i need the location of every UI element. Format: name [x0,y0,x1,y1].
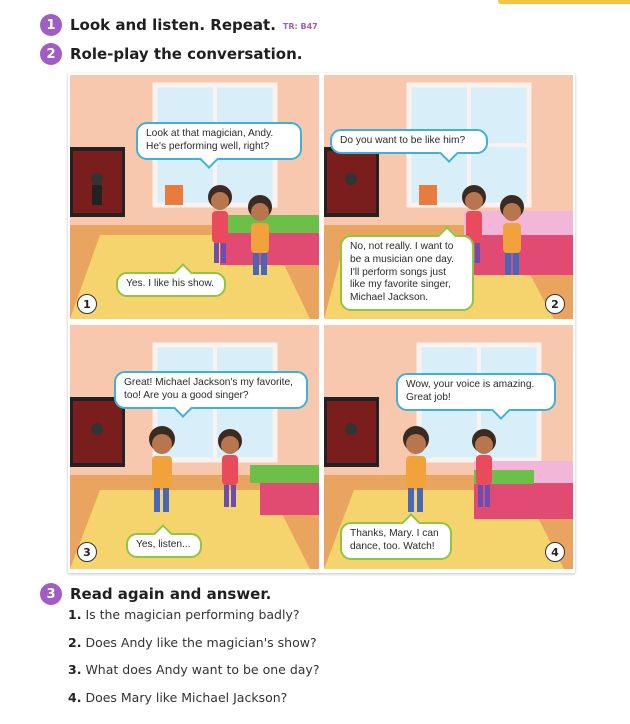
bubble-line: I'll perform songs just [350,266,446,278]
comic-panel-3 [70,325,319,569]
speech-bubble-panel-1-bottom [116,272,226,297]
speech-bubble-panel-2-bottom [340,235,474,311]
activity-1-heading [40,14,318,36]
activity-3-title: Read again and answer. [70,585,272,603]
bubble-line: Great! Michael Jackson's my favorite, [124,377,293,388]
question-number: 1. [68,607,82,622]
panel-number-2: 2 [545,294,565,314]
question-item [68,662,468,677]
activity-3-number: 3 [40,583,62,605]
audio-track-label[interactable]: TR: B47 [282,21,318,31]
bubble-line: too! Are you a good singer? [124,389,249,401]
bubble-line: like my favorite singer, [350,279,451,291]
bubble-line: Do you want to be like him? [340,135,466,146]
panel-number-4: 4 [545,542,565,562]
question-number: 3. [68,662,82,677]
bubble-line: Michael Jackson. [350,292,429,303]
question-item [68,690,468,705]
question-text: Does Andy like the magician's show? [85,635,317,650]
activity-1-number: 1 [40,14,62,36]
question-number: 4. [68,690,82,705]
question-item [68,607,468,622]
question-text: Does Mary like Michael Jackson? [85,690,288,705]
question-item [68,635,468,650]
comic-panel-2 [324,75,573,319]
activity-2-title: Role-play the conversation. [70,45,303,63]
activity-3-heading [40,583,271,605]
activity-2-number: 2 [40,43,62,65]
panel-number-1: 1 [77,294,97,314]
bubble-line: Wow, your voice is amazing. [406,379,535,390]
panel-number-3: 3 [77,542,97,562]
speech-bubble-panel-1-top [136,122,302,160]
bubble-line: be a musician one day. [350,253,455,265]
activity-1-title: Look and listen. Repeat. [70,16,276,34]
bubble-line: No, not really. I want to [350,241,454,252]
question-text: What does Andy want to be one day? [85,662,320,677]
top-accent-bar [498,0,630,4]
speech-bubble-panel-4-bottom [340,522,452,560]
bubble-line: Yes. I like his show. [126,278,214,289]
bubble-line: dance, too. Watch! [350,540,435,552]
question-number: 2. [68,635,82,650]
speech-bubble-panel-3-bottom [126,533,202,558]
bubble-line: Look at that magician, Andy. [146,128,274,139]
speech-bubble-panel-2-top [330,129,488,154]
bubble-line: He's performing well, right? [146,140,270,152]
living-room-scene [70,325,319,569]
comic-strip [68,73,575,573]
comic-panel-1 [70,75,319,319]
bubble-line: Great job! [406,391,451,403]
bubble-line: Thanks, Mary. I can [350,528,439,539]
question-text: Is the magician performing badly? [85,607,300,622]
speech-bubble-panel-4-top [396,373,556,411]
comic-panel-4 [324,325,573,569]
bubble-line: Yes, listen... [136,539,191,550]
activity-2-heading [40,43,302,65]
speech-bubble-panel-3-top [114,371,308,409]
